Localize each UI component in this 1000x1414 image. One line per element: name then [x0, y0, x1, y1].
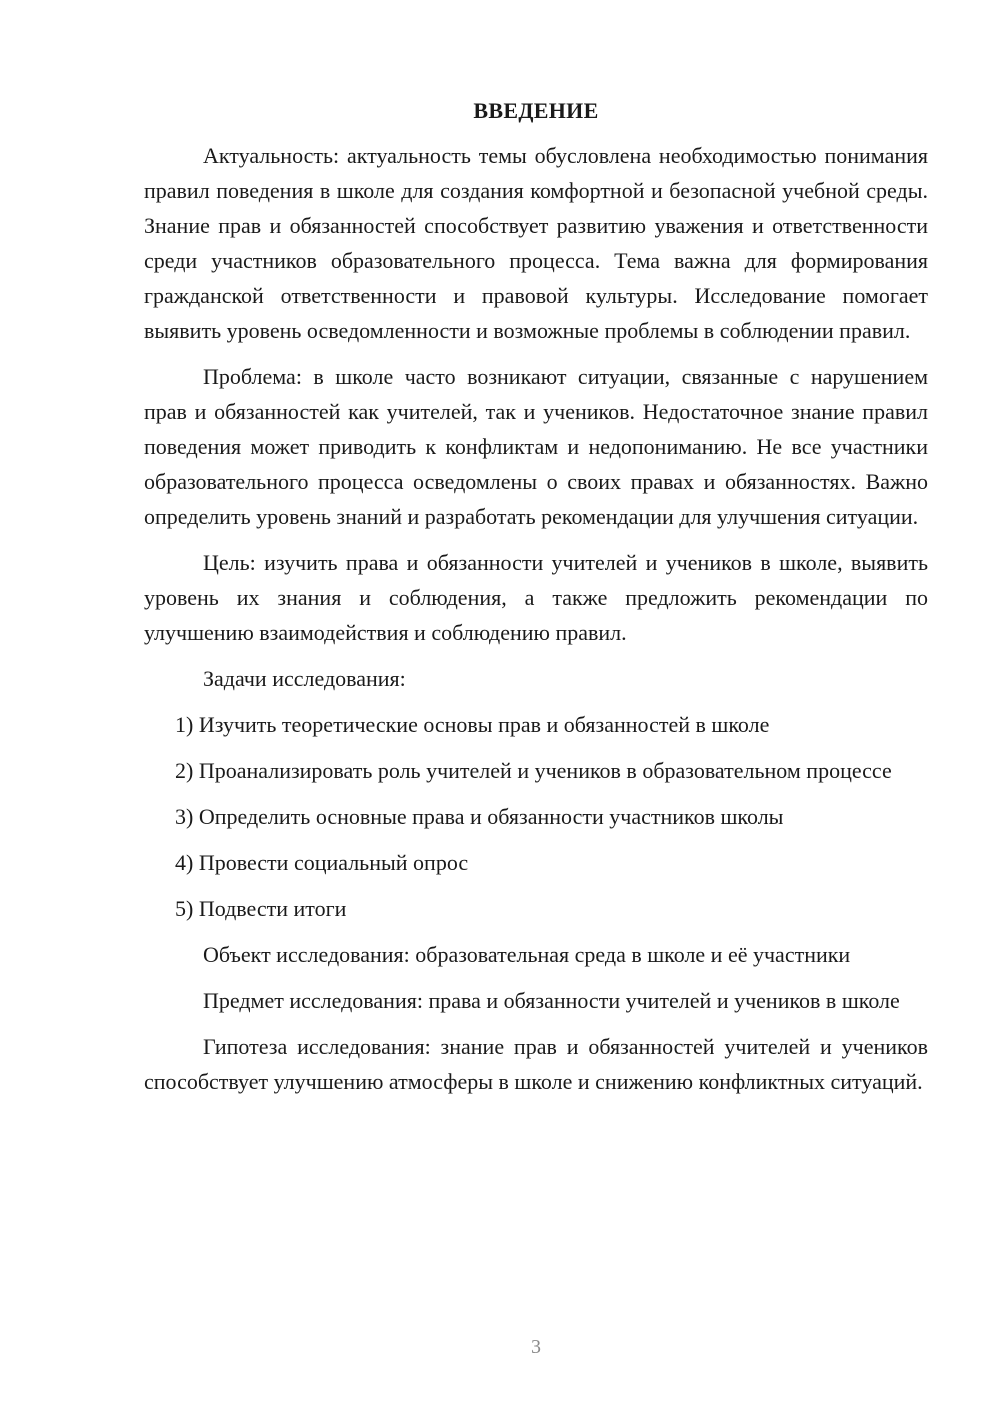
- object-paragraph: Объект исследования: образовательная среда в школе и её участники: [203, 942, 851, 967]
- page-number: 3: [531, 1336, 541, 1358]
- task-item: 5) Подвести итоги: [175, 896, 347, 921]
- relevance-paragraph: Актуальность: актуальность темы обусловлена необходимостью понимания правил поведения в школе для создания комфортной и безопасной учебной среды. Знание прав и обязанностей способствует развитию уважения и ответственности среди участников образовательного процесса. Тема важна для формирования гражданской ответственности и правовой культуры. Исследование помогает выявить уровень осведомленности и возможные проблемы в соблюдении правил.: [144, 143, 928, 343]
- section-title: ВВЕДЕНИЕ: [473, 98, 599, 123]
- subject-paragraph: Предмет исследования: права и обязанности учителей и учеников в школе: [203, 988, 900, 1013]
- goal-paragraph: Цель: изучить права и обязанности учителей и учеников в школе, выявить уровень их знания и соблюдения, а также предложить рекомендации по улучшению взаимодействия и соблюдению правил.: [144, 550, 928, 645]
- task-item: 4) Провести социальный опрос: [175, 850, 469, 875]
- tasks-heading: Задачи исследования:: [203, 666, 406, 691]
- task-item: 1) Изучить теоретические основы прав и обязанностей в школе: [175, 712, 770, 737]
- hypothesis-paragraph: Гипотеза исследования: знание прав и обязанностей учителей и учеников способствует улучшению атмосферы в школе и снижению конфликтных ситуаций.: [144, 1034, 928, 1094]
- page-content: [144, 96, 928, 1110]
- task-item: 3) Определить основные права и обязанности участников школы: [175, 804, 784, 829]
- problem-paragraph: Проблема: в школе часто возникают ситуации, связанные с нарушением прав и обязанностей как учителей, так и учеников. Недостаточное знание правил поведения может приводить к конфликтам и недопониманию. Не все участники образовательного процесса осведомлены о своих правах и обязанностях. Важно определить уровень знаний и разработать рекомендации для улучшения ситуации.: [144, 364, 928, 529]
- task-item: 2) Проанализировать роль учителей и учеников в образовательном процессе: [175, 758, 892, 783]
